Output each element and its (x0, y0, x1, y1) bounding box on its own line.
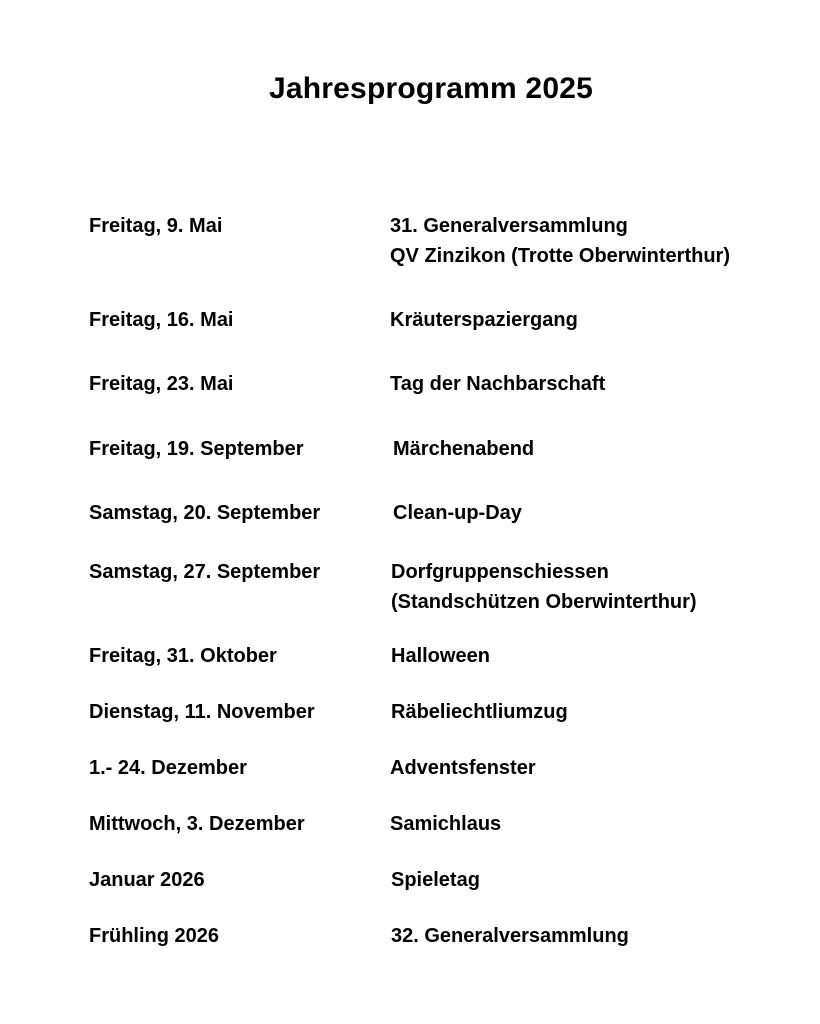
entry-event (391, 557, 697, 617)
entry-event: Räbeliechtliumzug (391, 701, 568, 723)
entry-date: Dienstag, 11. November (89, 701, 315, 723)
entry-date: Samstag, 20. September (89, 502, 321, 524)
entry-date: Januar 2026 (89, 869, 205, 891)
entry-event-title: 31. Generalversammlung (390, 215, 628, 237)
entry-event: 32. Generalversammlung (391, 925, 629, 947)
entry-date: Samstag, 27. September (89, 561, 321, 583)
entry-event: Samichlaus (390, 813, 502, 835)
page-title: Jahresprogramm 2025 (269, 72, 593, 105)
entry-event: Clean-up-Day (393, 502, 522, 524)
entry-event: Spieletag (391, 869, 480, 891)
entry-date: Freitag, 31. Oktober (89, 645, 277, 667)
entry-date: Freitag, 19. September (89, 438, 304, 460)
entry-date: Freitag, 23. Mai (89, 373, 234, 395)
entry-date: Frühling 2026 (89, 925, 220, 947)
entry-event: Märchenabend (393, 438, 535, 460)
entry-date: Freitag, 16. Mai (89, 309, 234, 331)
entry-event: Kräuterspaziergang (390, 309, 578, 331)
entry-event-detail: QV Zinzikon (Trotte Oberwinterthur) (390, 245, 730, 267)
entry-event: Halloween (391, 645, 490, 667)
entry-date: Mittwoch, 3. Dezember (89, 813, 305, 835)
entry-event: Adventsfenster (390, 757, 536, 779)
entry-date: Freitag, 9. Mai (89, 215, 223, 237)
entry-event (390, 211, 730, 271)
entry-date: 1.- 24. Dezember (89, 757, 247, 779)
entry-event: Tag der Nachbarschaft (390, 373, 606, 395)
entry-event-detail: (Standschützen Oberwinterthur) (391, 591, 697, 613)
entry-event-title: Dorfgruppenschiessen (391, 561, 609, 583)
